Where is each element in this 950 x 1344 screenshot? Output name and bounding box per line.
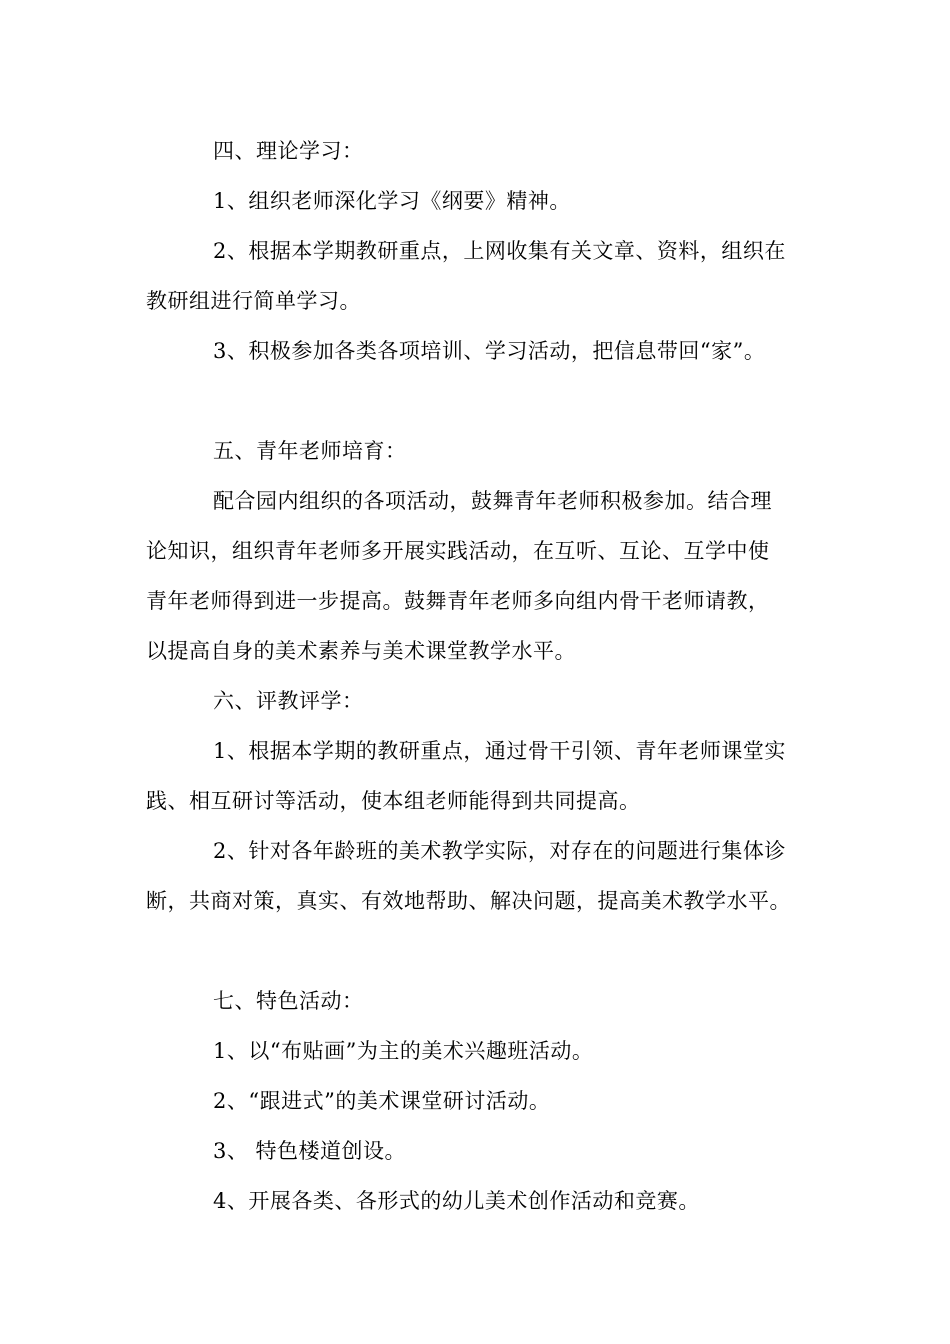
section4-item1: 1、组织老师深化学习《纲要》精神。 <box>213 189 571 213</box>
section4-item2-line1: 2、根据本学期教研重点，上网收集有关文章、资料，组织在 <box>213 239 786 263</box>
section5-para-line3: 青年老师得到进一步提高。鼓舞青年老师多向组内骨干老师请教， <box>146 589 770 613</box>
section6-heading: 六、评教评学： <box>213 689 364 713</box>
section4-item2-line2: 教研组进行简单学习。 <box>146 289 361 313</box>
section6-item1-line1: 1、根据本学期的教研重点，通过骨干引领、青年老师课堂实 <box>213 739 786 763</box>
section6-item2-line2: 断，共商对策，真实、有效地帮助、解决问题，提高美术教学水平。 <box>146 889 791 913</box>
section7-item4: 4、开展各类、各形式的幼儿美术创作活动和竞赛。 <box>213 1189 700 1213</box>
section5-heading: 五、青年老师培育： <box>213 439 407 463</box>
section4-item3: 3、积极参加各类各项培训、学习活动，把信息带回“家”。 <box>213 339 766 363</box>
section7-heading: 七、特色活动： <box>213 989 364 1013</box>
section7-item3: 3、 特色楼道创设。 <box>213 1139 407 1163</box>
section6-item1-line2: 践、相互研讨等活动，使本组老师能得到共同提高。 <box>146 789 641 813</box>
section6-item2-line1: 2、针对各年龄班的美术教学实际，对存在的问题进行集体诊 <box>213 839 786 863</box>
section7-item1: 1、以“布贴画”为主的美术兴趣班活动。 <box>213 1039 594 1063</box>
section5-para-line2: 论知识，组织青年老师多开展实践活动，在互听、互论、互学中使 <box>146 539 770 563</box>
section5-para-line4: 以提高自身的美术素养与美术课堂教学水平。 <box>146 639 576 663</box>
section7-item2: 2、“跟进式”的美术课堂研讨活动。 <box>213 1089 551 1113</box>
section4-heading: 四、理论学习： <box>213 139 364 163</box>
section5-para-line1: 配合园内组织的各项活动，鼓舞青年老师积极参加。结合理 <box>213 489 772 513</box>
